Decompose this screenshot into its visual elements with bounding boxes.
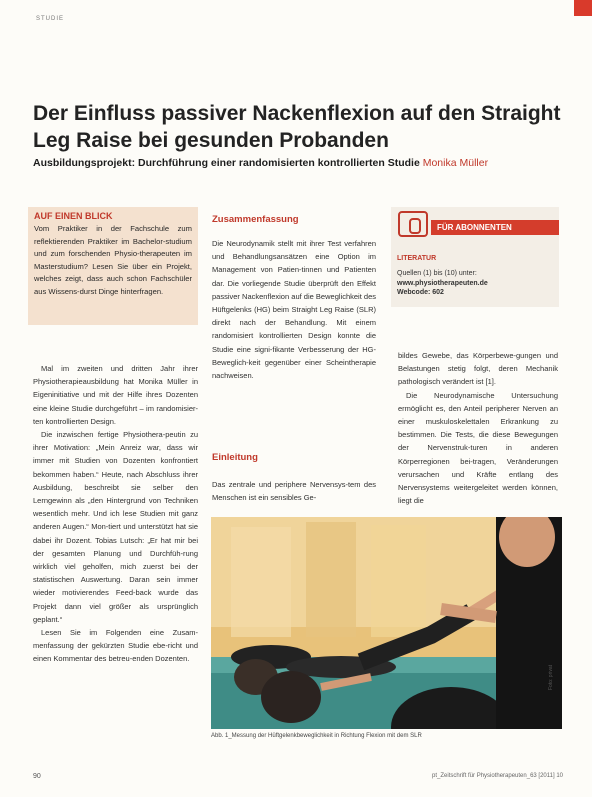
summary-paragraph: Die Neurodynamik stellt mit ihrer Test verfahren und Behandlungsansätzen eine Option im Management von Patien-tinnen und Patienten dar. Die vorliegende Studie überprüft den Effekt passiver Nackenflexion auf die Beweglichkeit des Hüftgelenks (HG) beim Straight Leg Raise (SLR) direkt nach der Behandlung. Mit einem randomisiert kontrollierten Design konnte die Studie eine signi-fikante Verbesserung der HG-Beweglich-keit gegenüber einer Scheintherapie nachweisen. bbox=[212, 239, 376, 381]
author-name: Monika Müller bbox=[422, 157, 489, 169]
literature-line: Quellen (1) bis (10) unter: bbox=[397, 270, 477, 277]
journal-footer: pt_Zeitschrift für Physiotherapeuten_63 [2011] 10 bbox=[432, 773, 563, 779]
at-a-glance-box bbox=[28, 207, 198, 325]
article-subtitle bbox=[33, 157, 573, 169]
aside-heading: AUF EINEN BLICK bbox=[34, 211, 113, 221]
body-left-paragraph: Die inzwischen fertige Physiothera-peutin zu ihrer Motivation: „Mein Anreiz war, dass wir immer mit Studien von Dozenten konfrontiert bekommen haben.“ Heute, nach Abschluss ihrer Ausbildung, beschreibt sie selber den Lerngewinn als „den Hintergrund von Techniken wesentlich mehr. Und ich lese Studien mit ganz anderen Augen.“ Mon-tiert und unterstützt hat sie dabei ihr Dozent. Tobias Lutsch: „Er hat mir bei der gesamten Planung und Durchfüh-rung wirklich viel geholfen, mich zuerst bei der statistischen Auswertung. Daran sein immer wieder motivierendes Feed-back wurde das Projekt dann viel größer als ursprünglich geplant.“ bbox=[33, 430, 198, 624]
body-right-paragraph: bildes Gewebe, das Körperbewe-gungen und Belastungen stetig folgt, deren Mechanik pathologisch verändert ist [1]. bbox=[398, 351, 558, 387]
literature-url[interactable]: www.physiotherapeuten.de bbox=[397, 279, 488, 287]
body-right-paragraph: Die Neurodynamische Untersuchung ermöglicht es, den Anteil peripherer Nerven an einer muskuloskelettalen Erkrankung zu bestimmen. Die Tests, die diese Bewegungen der Nervenstruk-turen in anderen Körperregionen bei-tragen, Veränderungen verursachen und Kräfte entlang des Nervensystems weitergeleitet werden können, liegt die bbox=[398, 390, 558, 506]
body-left-paragraph: Mal im zweiten und dritten Jahr ihrer Physiotherapieausbildung hat Monika Müller in Eigeninitiative und mit der Hilfe ihres Dozenten eine kleine Studie durchgeführt – im randomisier-ten kontrollierten Design. bbox=[33, 364, 198, 426]
body-left-paragraph: Lesen Sie im Folgenden eine Zusam-menfassung der gekürzten Studie ebe-richt und einen Kommentar des betreu-enden Dozenten. bbox=[33, 628, 198, 664]
section-label: STUDIE bbox=[36, 16, 65, 22]
corner-mark bbox=[574, 0, 592, 16]
webcode: Webcode: 602 bbox=[397, 289, 444, 296]
summary-text bbox=[212, 237, 376, 382]
photo-credit: Foto: privat bbox=[548, 664, 554, 690]
subscriber-bar: FÜR ABONNENTEN bbox=[431, 220, 559, 235]
intro-text bbox=[212, 478, 376, 504]
literature-label: LITERATUR bbox=[397, 255, 437, 262]
article-title: Der Einfluss passiver Nackenflexion auf den Straight Leg Raise bei gesunden Probanden bbox=[33, 102, 561, 152]
aside-text: Vom Praktiker in der Fachschule zum reflektierenden Praktiker im Bachelor-studium und zum forschenden Physio-therapeuten im Masterstudium? Lesen Sie über ein Projekt, welches zeigt, dass auch schon Fachschüler aus Wissens-durst Dinge hinterfragen. bbox=[34, 224, 192, 296]
body-left-column bbox=[33, 362, 198, 666]
subscriber-box bbox=[391, 207, 559, 307]
literature-text bbox=[397, 269, 553, 298]
intro-heading: Einleitung bbox=[212, 452, 258, 463]
summary-heading: Zusammenfassung bbox=[212, 214, 299, 225]
photo-illustration bbox=[211, 517, 562, 729]
subtitle-text: Ausbildungsprojekt: Durchführung einer randomisierten kontrollierten Studie bbox=[33, 157, 420, 169]
intro-paragraph: Das zentrale und periphere Nervensys-tem des Menschen ist ein sensibles Ge- bbox=[212, 480, 376, 503]
mouse-icon bbox=[398, 211, 428, 237]
study-photo bbox=[211, 517, 562, 729]
page-number: 90 bbox=[33, 773, 41, 780]
body-right-column bbox=[398, 349, 558, 507]
figure-caption: Abb. 1_Messung der Hüftgelenkbeweglichkeit in Richtung Flexion mit dem SLR bbox=[211, 733, 422, 739]
